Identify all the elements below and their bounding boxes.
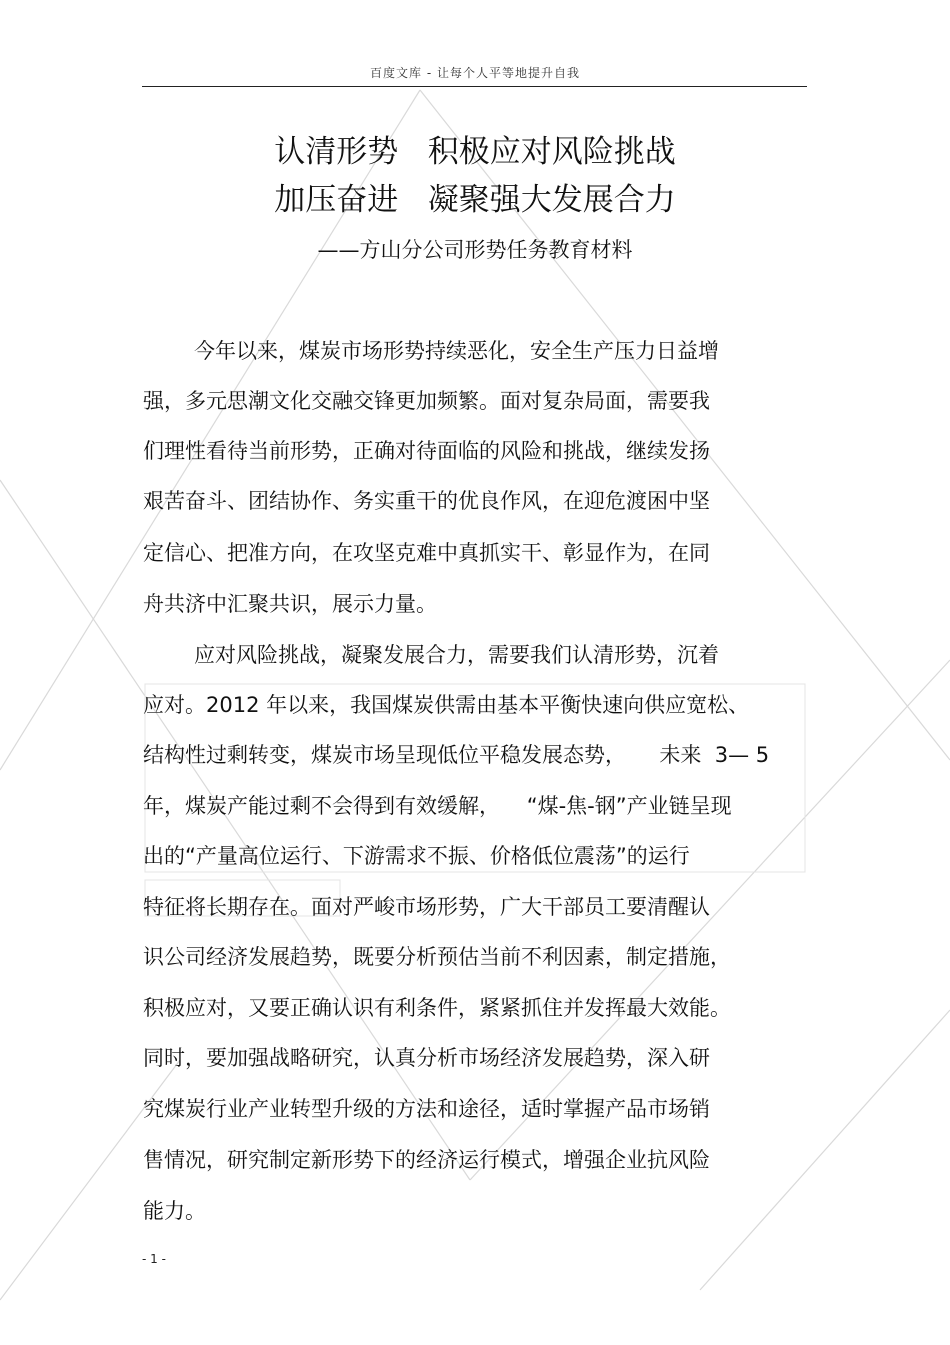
paragraph-1-line: 们理性看待当前形势，正确对待面临的风险和挑战，继续发扬 [143, 439, 710, 463]
paragraph-2-line: 特征将长期存在。面对严峻市场形势，广大干部员工要清醒认 [143, 895, 710, 919]
paragraph-1-line: 舟共济中汇聚共识，展示力量。 [143, 592, 437, 616]
paragraph-2-line: 识公司经济发展趋势，既要分析预估当前不利因素，制定措施， [143, 945, 731, 969]
paragraph-2-line: 出的“产量高位运行、下游需求不振、价格低位震荡”的运行 [143, 844, 690, 868]
title-line-2: 加压奋进 凝聚强大发展合力 [274, 182, 676, 218]
subtitle: ——方山分公司形势任务教育材料 [317, 238, 633, 262]
paragraph-2-line: 能力。 [143, 1199, 206, 1223]
paragraph-1-line: 艰苦奋斗、团结协作、务实重干的优良作风，在迎危渡困中坚 [143, 489, 710, 513]
paragraph-1-line: 今年以来，煤炭市场形势持续恶化，安全生产压力日益增 [194, 339, 719, 363]
header-text: 百度文库 - 让每个人平等地提升自我 [370, 66, 580, 80]
title-line-1: 认清形势 积极应对风险挑战 [274, 134, 676, 170]
header-divider [142, 86, 807, 87]
paragraph-2-line: 同时，要加强战略研究，认真分析市场经济发展趋势，深入研 [143, 1046, 710, 1070]
paragraph-1-line: 定信心、把准方向，在攻坚克难中真抓实干、彰显作为，在同 [143, 541, 710, 565]
paragraph-2-line: 应对。2012 年以来，我国煤炭供需由基本平衡快速向供应宽松、 [143, 693, 750, 717]
paragraph-2-line: 究煤炭行业产业转型升级的方法和途径，适时掌握产品市场销 [143, 1097, 710, 1121]
paragraph-2-line: 积极应对，又要正确认识有利条件，紧紧抓住并发挥最大效能。 [143, 996, 731, 1020]
paragraph-2-line: 售情况，研究制定新形势下的经济运行模式，增强企业抗风险 [143, 1148, 710, 1172]
page-number: - 1 - [142, 1252, 166, 1266]
paragraph-2-line: 年，煤炭产能过剩不会得到有效缓解， “煤-焦-钢”产业链呈现 [143, 794, 732, 818]
paragraph-1-line: 强，多元思潮文化交融交锋更加频繁。面对复杂局面，需要我 [143, 389, 710, 413]
paragraph-2-line: 结构性过剩转变，煤炭市场呈现低位平稳发展态势， 未来 3— 5 [143, 743, 770, 767]
paragraph-2-line: 应对风险挑战，凝聚发展合力，需要我们认清形势，沉着 [194, 643, 719, 667]
